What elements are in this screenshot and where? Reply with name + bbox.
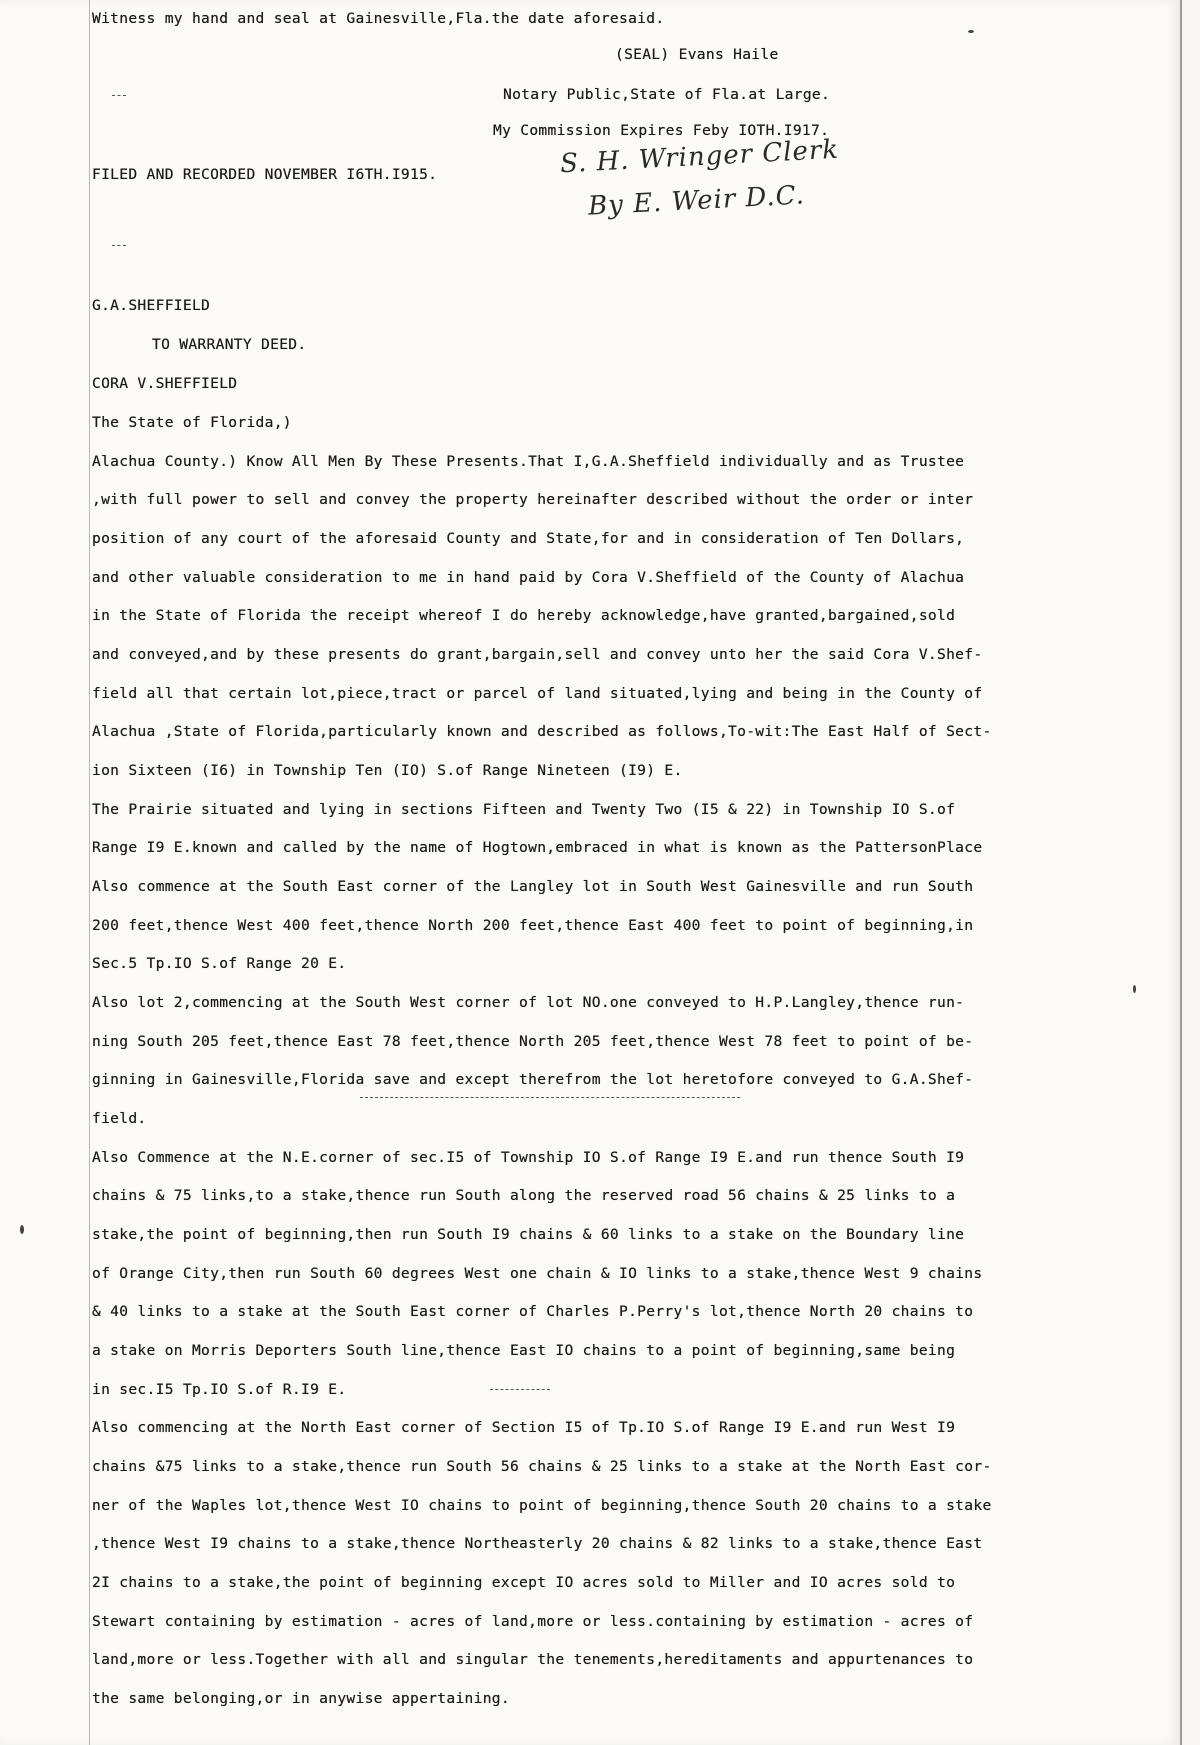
body-line: Sec.5 Tp.IO S.of Range 20 E. [92, 955, 347, 972]
left-margin-line [89, 0, 90, 1745]
grantee-name: CORA V.SHEFFIELD [92, 375, 238, 392]
body-line: Also Commence at the N.E.corner of sec.I5 of Township IO S.of Range I9 E.and run thence South I9 [92, 1149, 965, 1166]
body-line: ning South 205 feet,thence East 78 feet,thence North 205 feet,thence West 78 feet to point of be- [92, 1033, 974, 1050]
body-line: ginning in Gainesville,Florida save and except therefrom the lot heretofore conveyed to G.A.Shef- [92, 1071, 974, 1088]
body-line: Also commence at the South East corner of the Langley lot in South West Gainesville and run South [92, 878, 974, 895]
body-line: Alachua County.) Know All Men By These Presents.That I,G.A.Sheffield individually and as Trustee [92, 453, 965, 470]
body-line: of Orange City,then run South 60 degrees West one chain & IO links to a stake,thence West 9 chains [92, 1265, 983, 1282]
body-line: ner of the Waples lot,thence West IO chains to point of beginning,thence South 20 chains to a stake [92, 1497, 992, 1514]
body-line: The State of Florida,) [92, 414, 292, 431]
body-line: 2I chains to a stake,the point of beginning except IO acres sold to Miller and IO acres sold to [92, 1574, 956, 1591]
body-line: land,more or less.Together with all and singular the tenements,hereditaments and appurtenances to [92, 1651, 974, 1668]
body-line: & 40 links to a stake at the South East corner of Charles P.Perry's lot,thence North 20 chains to [92, 1303, 974, 1320]
body-line: ,thence West I9 chains to a stake,thence Northeasterly 20 chains & 82 links to a stake,thence East [92, 1535, 983, 1552]
deputy-clerk-signature: By E. Weir D.C. [587, 180, 806, 222]
instrument-title: TO WARRANTY DEED. [152, 336, 307, 353]
commission-expiry-line: My Commission Expires Feby IOTH.I917. [493, 122, 830, 139]
stray-mark [112, 245, 126, 246]
dot-leader [490, 1389, 550, 1390]
underline-dashes [360, 1097, 740, 1098]
body-line: in sec.I5 Tp.IO S.of R.I9 E. [92, 1381, 347, 1398]
body-line: and other valuable consideration to me in hand paid by Cora V.Sheffield of the County of Alachua [92, 569, 965, 586]
body-line: the same belonging,or in anywise appertaining. [92, 1690, 510, 1707]
notary-line: Notary Public,State of Fla.at Large. [503, 86, 831, 103]
seal-signature-line: (SEAL) Evans Haile [615, 46, 779, 63]
body-line: stake,the point of beginning,then run South I9 chains & 60 links to a stake on the Boundary line [92, 1226, 965, 1243]
scan-speck [968, 30, 974, 33]
body-line: position of any court of the aforesaid County and State,for and in consideration of Ten Dollars, [92, 530, 965, 547]
body-line: chains &75 links to a stake,thence run South 56 chains & 25 links to a stake at the North East cor- [92, 1458, 992, 1475]
scan-speck [20, 1225, 24, 1234]
scan-speck [1133, 985, 1136, 993]
body-line: and conveyed,and by these presents do grant,bargain,sell and convey unto her the said Cora V.Shef- [92, 646, 983, 663]
body-line: 200 feet,thence West 400 feet,thence North 200 feet,thence East 400 feet to point of beginning,in [92, 917, 974, 934]
body-line: The Prairie situated and lying in sections Fifteen and Twenty Two (I5 & 22) in Township IO S.of [92, 801, 956, 818]
body-line: field all that certain lot,piece,tract or parcel of land situated,lying and being in the County of [92, 685, 983, 702]
body-line: Stewart containing by estimation - acres of land,more or less.containing by estimation - acres of [92, 1613, 974, 1630]
body-line: Also commencing at the North East corner of Section I5 of Tp.IO S.of Range I9 E.and run West I9 [92, 1419, 956, 1436]
body-line: field. [92, 1110, 147, 1127]
grantor-name: G.A.SHEFFIELD [92, 297, 211, 314]
filed-recorded-line: FILED AND RECORDED NOVEMBER I6TH.I915. [92, 166, 438, 183]
witness-line: Witness my hand and seal at Gainesville,Fla.the date aforesaid. [92, 10, 665, 27]
body-line: ion Sixteen (I6) in Township Ten (IO) S.of Range Nineteen (I9) E. [92, 762, 683, 779]
body-line: ,with full power to sell and convey the property hereinafter described without the order or inter [92, 491, 974, 508]
clerk-signature: S. H. Wringer Clerk [559, 134, 840, 180]
stray-mark [112, 95, 126, 96]
body-line: in the State of Florida the receipt whereof I do hereby acknowledge,have granted,bargained,sold [92, 607, 956, 624]
body-line: Also lot 2,commencing at the South West corner of lot NO.one conveyed to H.P.Langley,thence run- [92, 994, 965, 1011]
body-line: Range I9 E.known and called by the name of Hogtown,embraced in what is known as the PattersonPlace [92, 839, 983, 856]
body-line: chains & 75 links,to a stake,thence run South along the reserved road 56 chains & 25 links to a [92, 1187, 956, 1204]
body-line: Alachua ,State of Florida,particularly known and described as follows,To-wit:The East Half of Sect- [92, 723, 992, 740]
body-line: a stake on Morris Deporters South line,thence East IO chains to a point of beginning,same being [92, 1342, 956, 1359]
